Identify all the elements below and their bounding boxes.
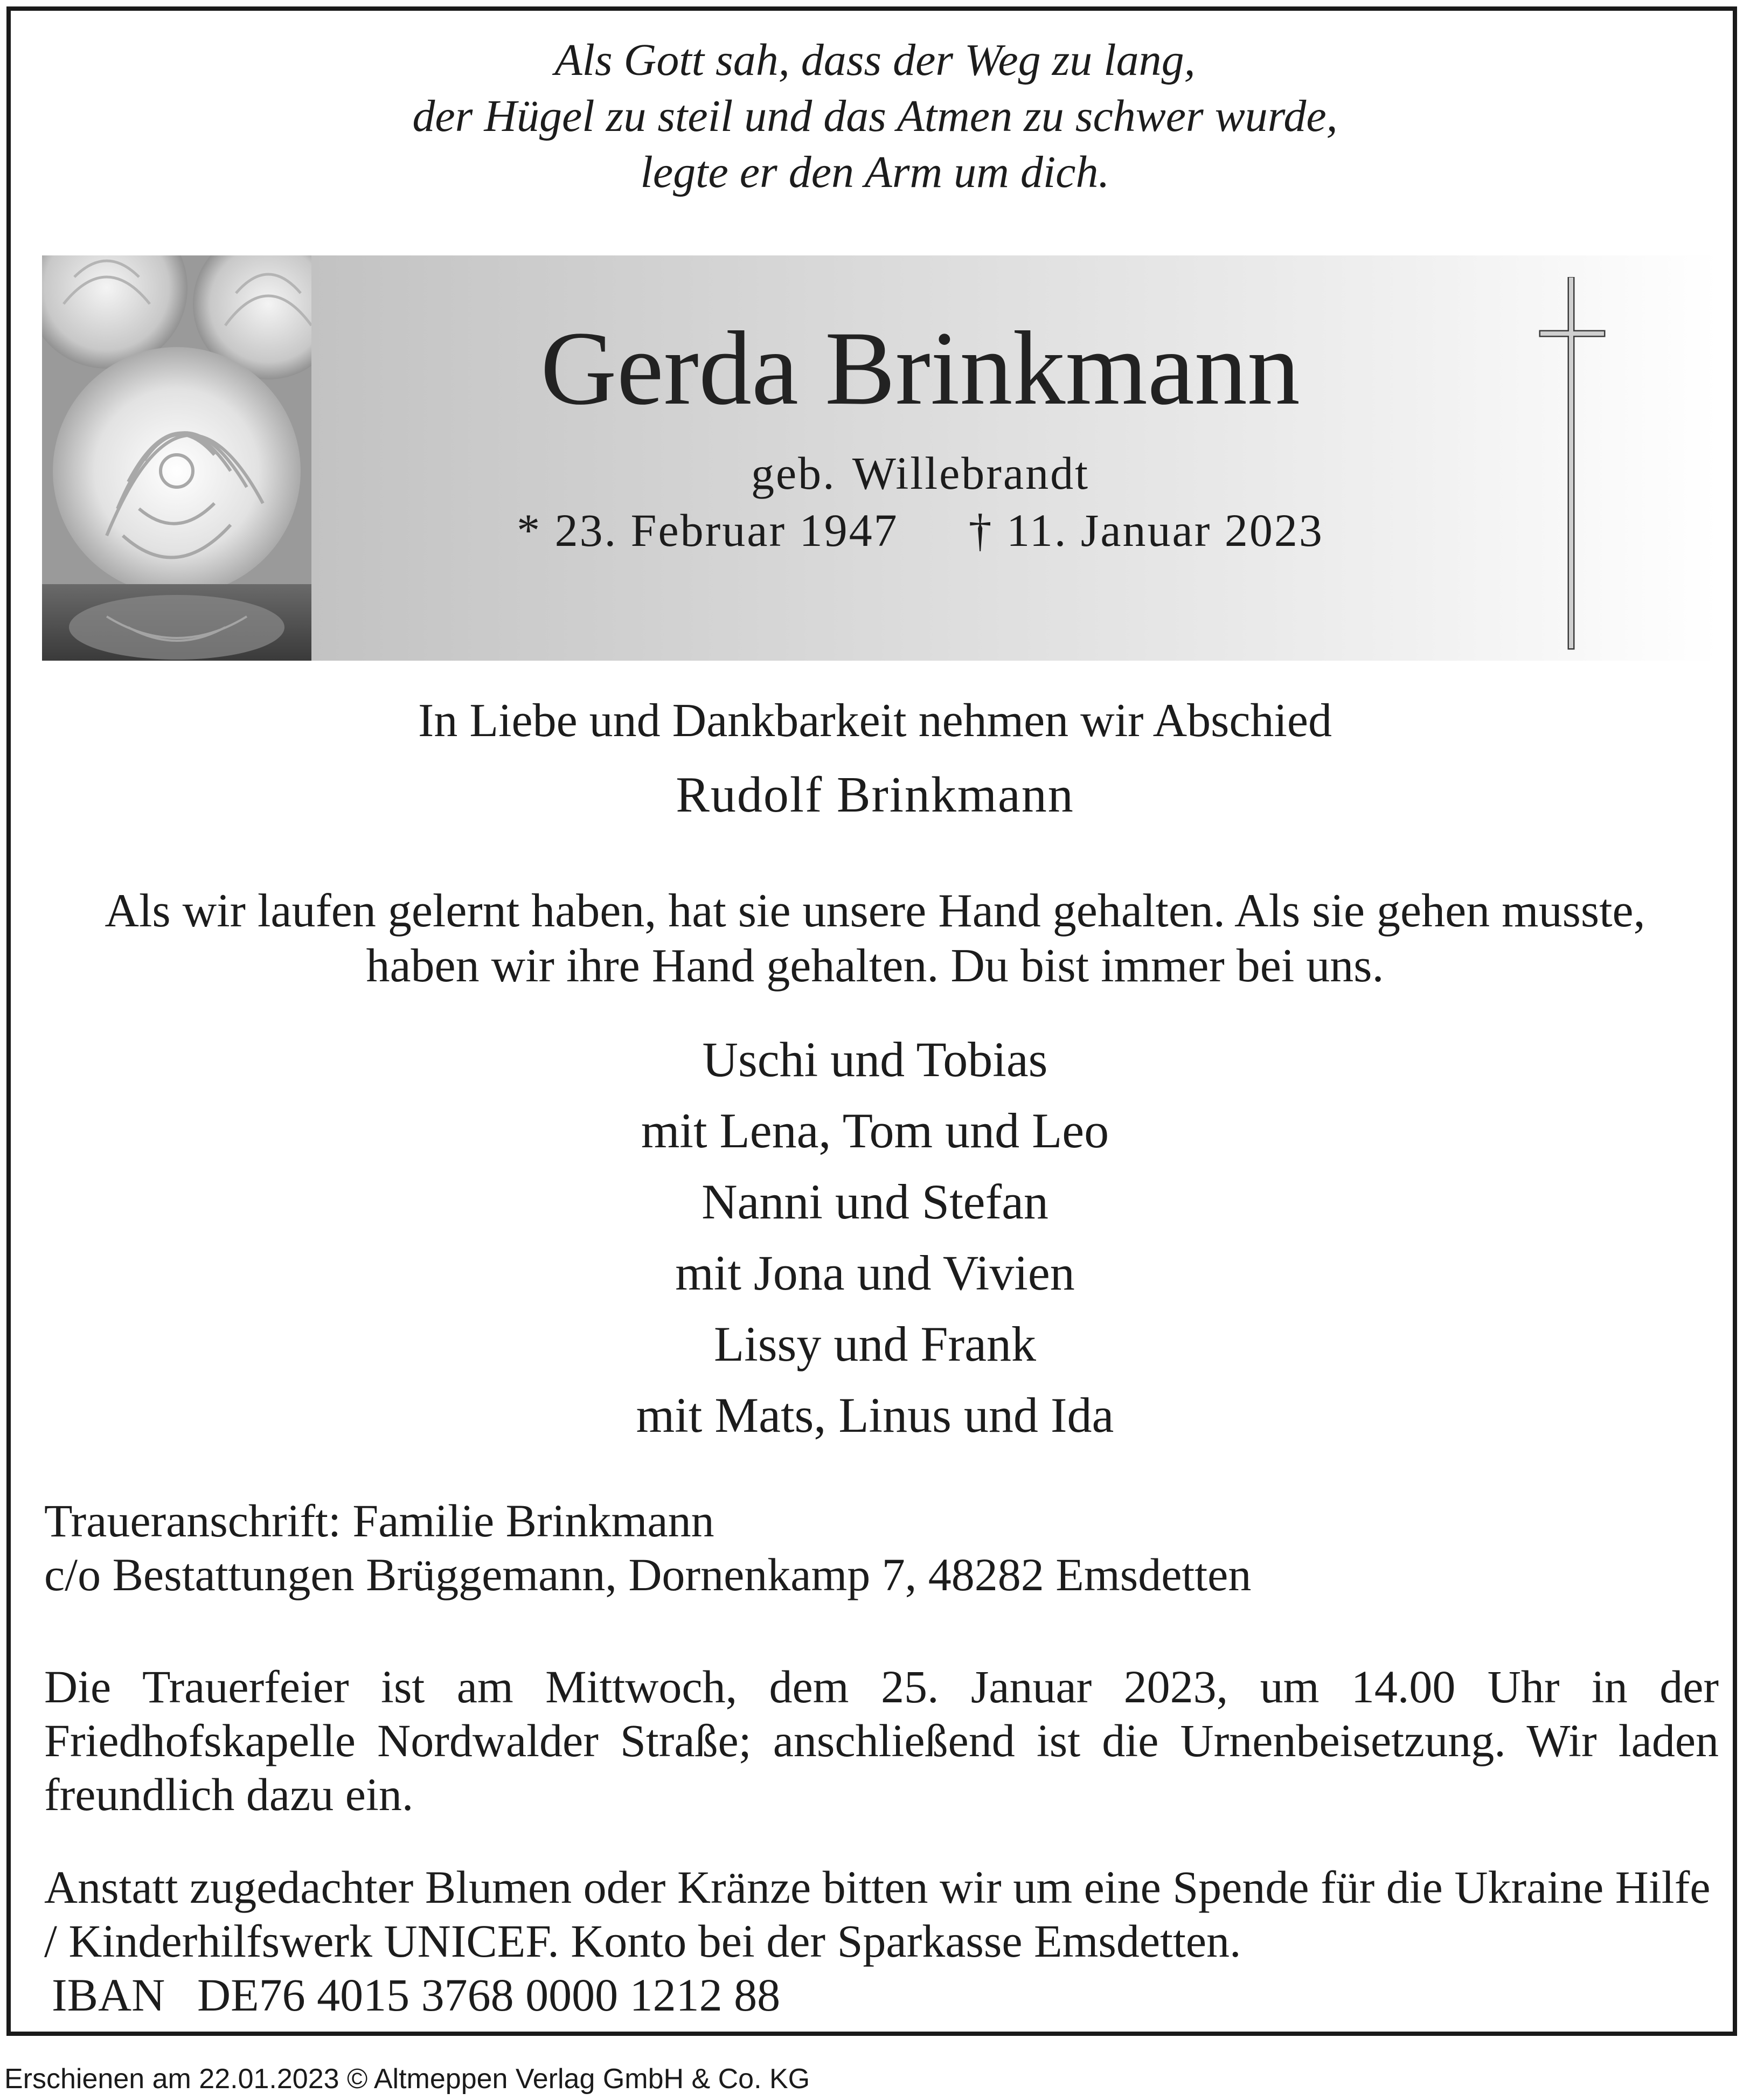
iban-label: IBAN	[52, 1969, 165, 2021]
birth-name: Willebrandt	[852, 447, 1089, 499]
poem-line: der Hügel zu steil und das Atmen zu schwer wurde,	[412, 91, 1338, 141]
poem-line: Als Gott sah, dass der Weg zu lang,	[554, 35, 1196, 85]
birth-date: * 23. Februar 1947	[517, 504, 899, 556]
service-line: Friedhofskapelle Nordwalder Straße; anschließend ist die Urnenbeisetzung. Wir laden	[44, 1715, 1719, 1766]
service-line: freundlich dazu ein.	[44, 1769, 414, 1820]
name-banner	[42, 255, 1719, 661]
spouse-name: Rudolf Brinkmann	[676, 767, 1074, 823]
family-list	[0, 1024, 1750, 1451]
family-member: Lissy und Frank	[714, 1316, 1036, 1371]
funeral-service-info	[44, 1660, 1719, 1821]
white-roses-photo	[42, 255, 311, 661]
birth-name-line	[365, 446, 1475, 500]
opening-poem	[0, 32, 1750, 200]
quote-line: Als wir laufen gelernt haben, hat sie unsere Hand gehalten. Als sie gehen musste,	[105, 885, 1645, 937]
birth-prefix: geb.	[751, 447, 836, 499]
poem-line: legte er den Arm um dich.	[640, 147, 1110, 197]
rose-illustration	[42, 255, 311, 661]
cross-icon	[1529, 277, 1615, 654]
service-line: Die Trauerfeier ist am Mittwoch, dem 25. Januar 2023, um 14.00 Uhr in der	[44, 1661, 1719, 1713]
family-member: mit Mats, Linus und Ida	[636, 1388, 1114, 1443]
publication-footer: Erschienen am 22.01.2023 © Altmeppen Verlag GmbH & Co. KG	[4, 2063, 810, 2095]
iban-number: DE76 4015 3768 0000 1212 88	[197, 1969, 781, 2021]
address-line: Traueranschrift: Familie Brinkmann	[44, 1495, 714, 1547]
family-member: Nanni und Stefan	[702, 1174, 1048, 1229]
donation-line: / Kinderhilfswerk UNICEF. Konto bei der Sparkasse Emsdetten.	[44, 1915, 1241, 1967]
iban-line	[44, 1968, 1711, 2022]
donation-info	[44, 1860, 1711, 2022]
life-dates	[365, 503, 1475, 557]
family-member: mit Lena, Tom und Leo	[641, 1103, 1109, 1158]
death-date: † 11. Januar 2023	[968, 504, 1324, 556]
quote-line: haben wir ihre Hand gehalten. Du bist immer bei uns.	[366, 940, 1384, 992]
memorial-quote	[0, 884, 1750, 994]
family-member: mit Jona und Vivien	[675, 1245, 1075, 1300]
family-member: Uschi und Tobias	[702, 1032, 1048, 1087]
address-line: c/o Bestattungen Brüggemann, Dornenkamp 7, 48282 Emsdetten	[44, 1549, 1252, 1600]
deceased-name: Gerda Brinkmann	[540, 310, 1300, 427]
farewell-intro: In Liebe und Dankbarkeit nehmen wir Abschied	[418, 695, 1332, 747]
mourning-address	[44, 1494, 1251, 1602]
donation-line: Anstatt zugedachter Blumen oder Kränze bitten wir um eine Spende für die Ukraine Hilfe	[44, 1861, 1711, 1913]
